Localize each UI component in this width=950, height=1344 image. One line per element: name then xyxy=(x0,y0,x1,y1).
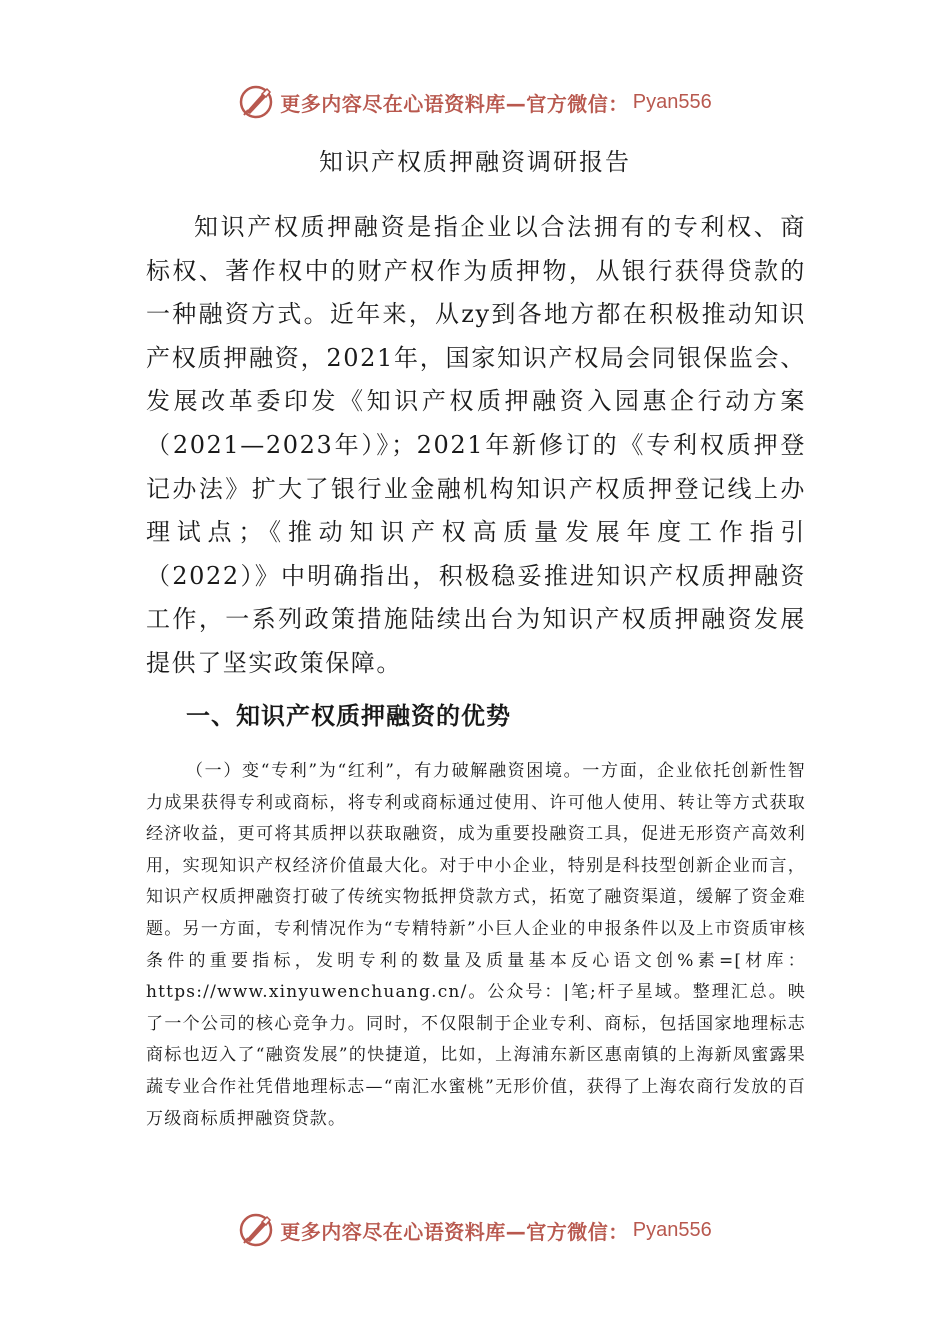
footer-banner-text: 更多内容尽在心语资料库—官方微信： xyxy=(280,1219,629,1244)
section-heading: 一、知识产权质押融资的优势 xyxy=(186,702,511,730)
header-banner-text: 更多内容尽在心语资料库—官方微信： xyxy=(280,91,629,116)
footer-banner-wechat-id: Pyan556 xyxy=(632,1218,712,1241)
header-watermark-banner xyxy=(0,80,950,124)
footer-watermark-banner xyxy=(0,1208,950,1252)
intro-paragraph: 知识产权质押融资是指企业以合法拥有的专利权、商标权、著作权中的财产权作为质押物，从银行获得贷款的一种融资方式。近年来，从zy到各地方都在积极推动知识产权质押融资，2021年，国家知识产权局会同银保监会、发展改革委印发《知识产权质押融资入园惠企行动方案（2021—2023年）》；2021年新修订的《专利权质押登记办法》扩大了银行业金融机构知识产权质押登记线上办理试点；《推动知识产权高质量发展年度工作指引（2022）》中明确指出，积极稳妥推进知识产权质押融资工作，一系列政策措施陆续出台为知识产权质押融资发展提供了坚实政策保障。 xyxy=(146,213,806,677)
pen-logo-icon xyxy=(238,84,274,120)
header-banner-wechat-id: Pyan556 xyxy=(632,90,712,113)
document-title: 知识产权质押融资调研报告 xyxy=(319,148,631,176)
section-paragraph: （一）变“专利”为“红利”，有力破解融资困境。一方面，企业依托创新性智力成果获得专利或商标，将专利或商标通过使用、许可他人使用、转让等方式获取经济收益，更可将其质押以获取融资，成为重要投融资工具，促进无形资产高效利用，实现知识产权经济价值最大化。对于中小企业，特别是科技型创新企业而言，知识产权质押融资打破了传统实物抵押贷款方式，拓宽了融资渠道，缓解了资金难题。另一方面，专利情况作为“专精特新”小巨人企业的申报条件以及上市资质审核条件的重要指标，发明专利的数量及质量基本反心语文创%素=[材库：https://www.xinyuwenchuang.cn/。公众号：|笔;杆子星域。整理汇总。映了一个公司的核心竞争力。同时，不仅限制于企业专利、商标，包括国家地理标志商标也迈入了“融资发展”的快捷道，比如，上海浦东新区惠南镇的上海新凤蜜露果蔬专业合作社凭借地理标志—“南汇水蜜桃”无形价值，获得了上海农商行发放的百万级商标质押融资贷款。 xyxy=(146,761,806,1129)
pen-logo-icon xyxy=(238,1212,274,1248)
